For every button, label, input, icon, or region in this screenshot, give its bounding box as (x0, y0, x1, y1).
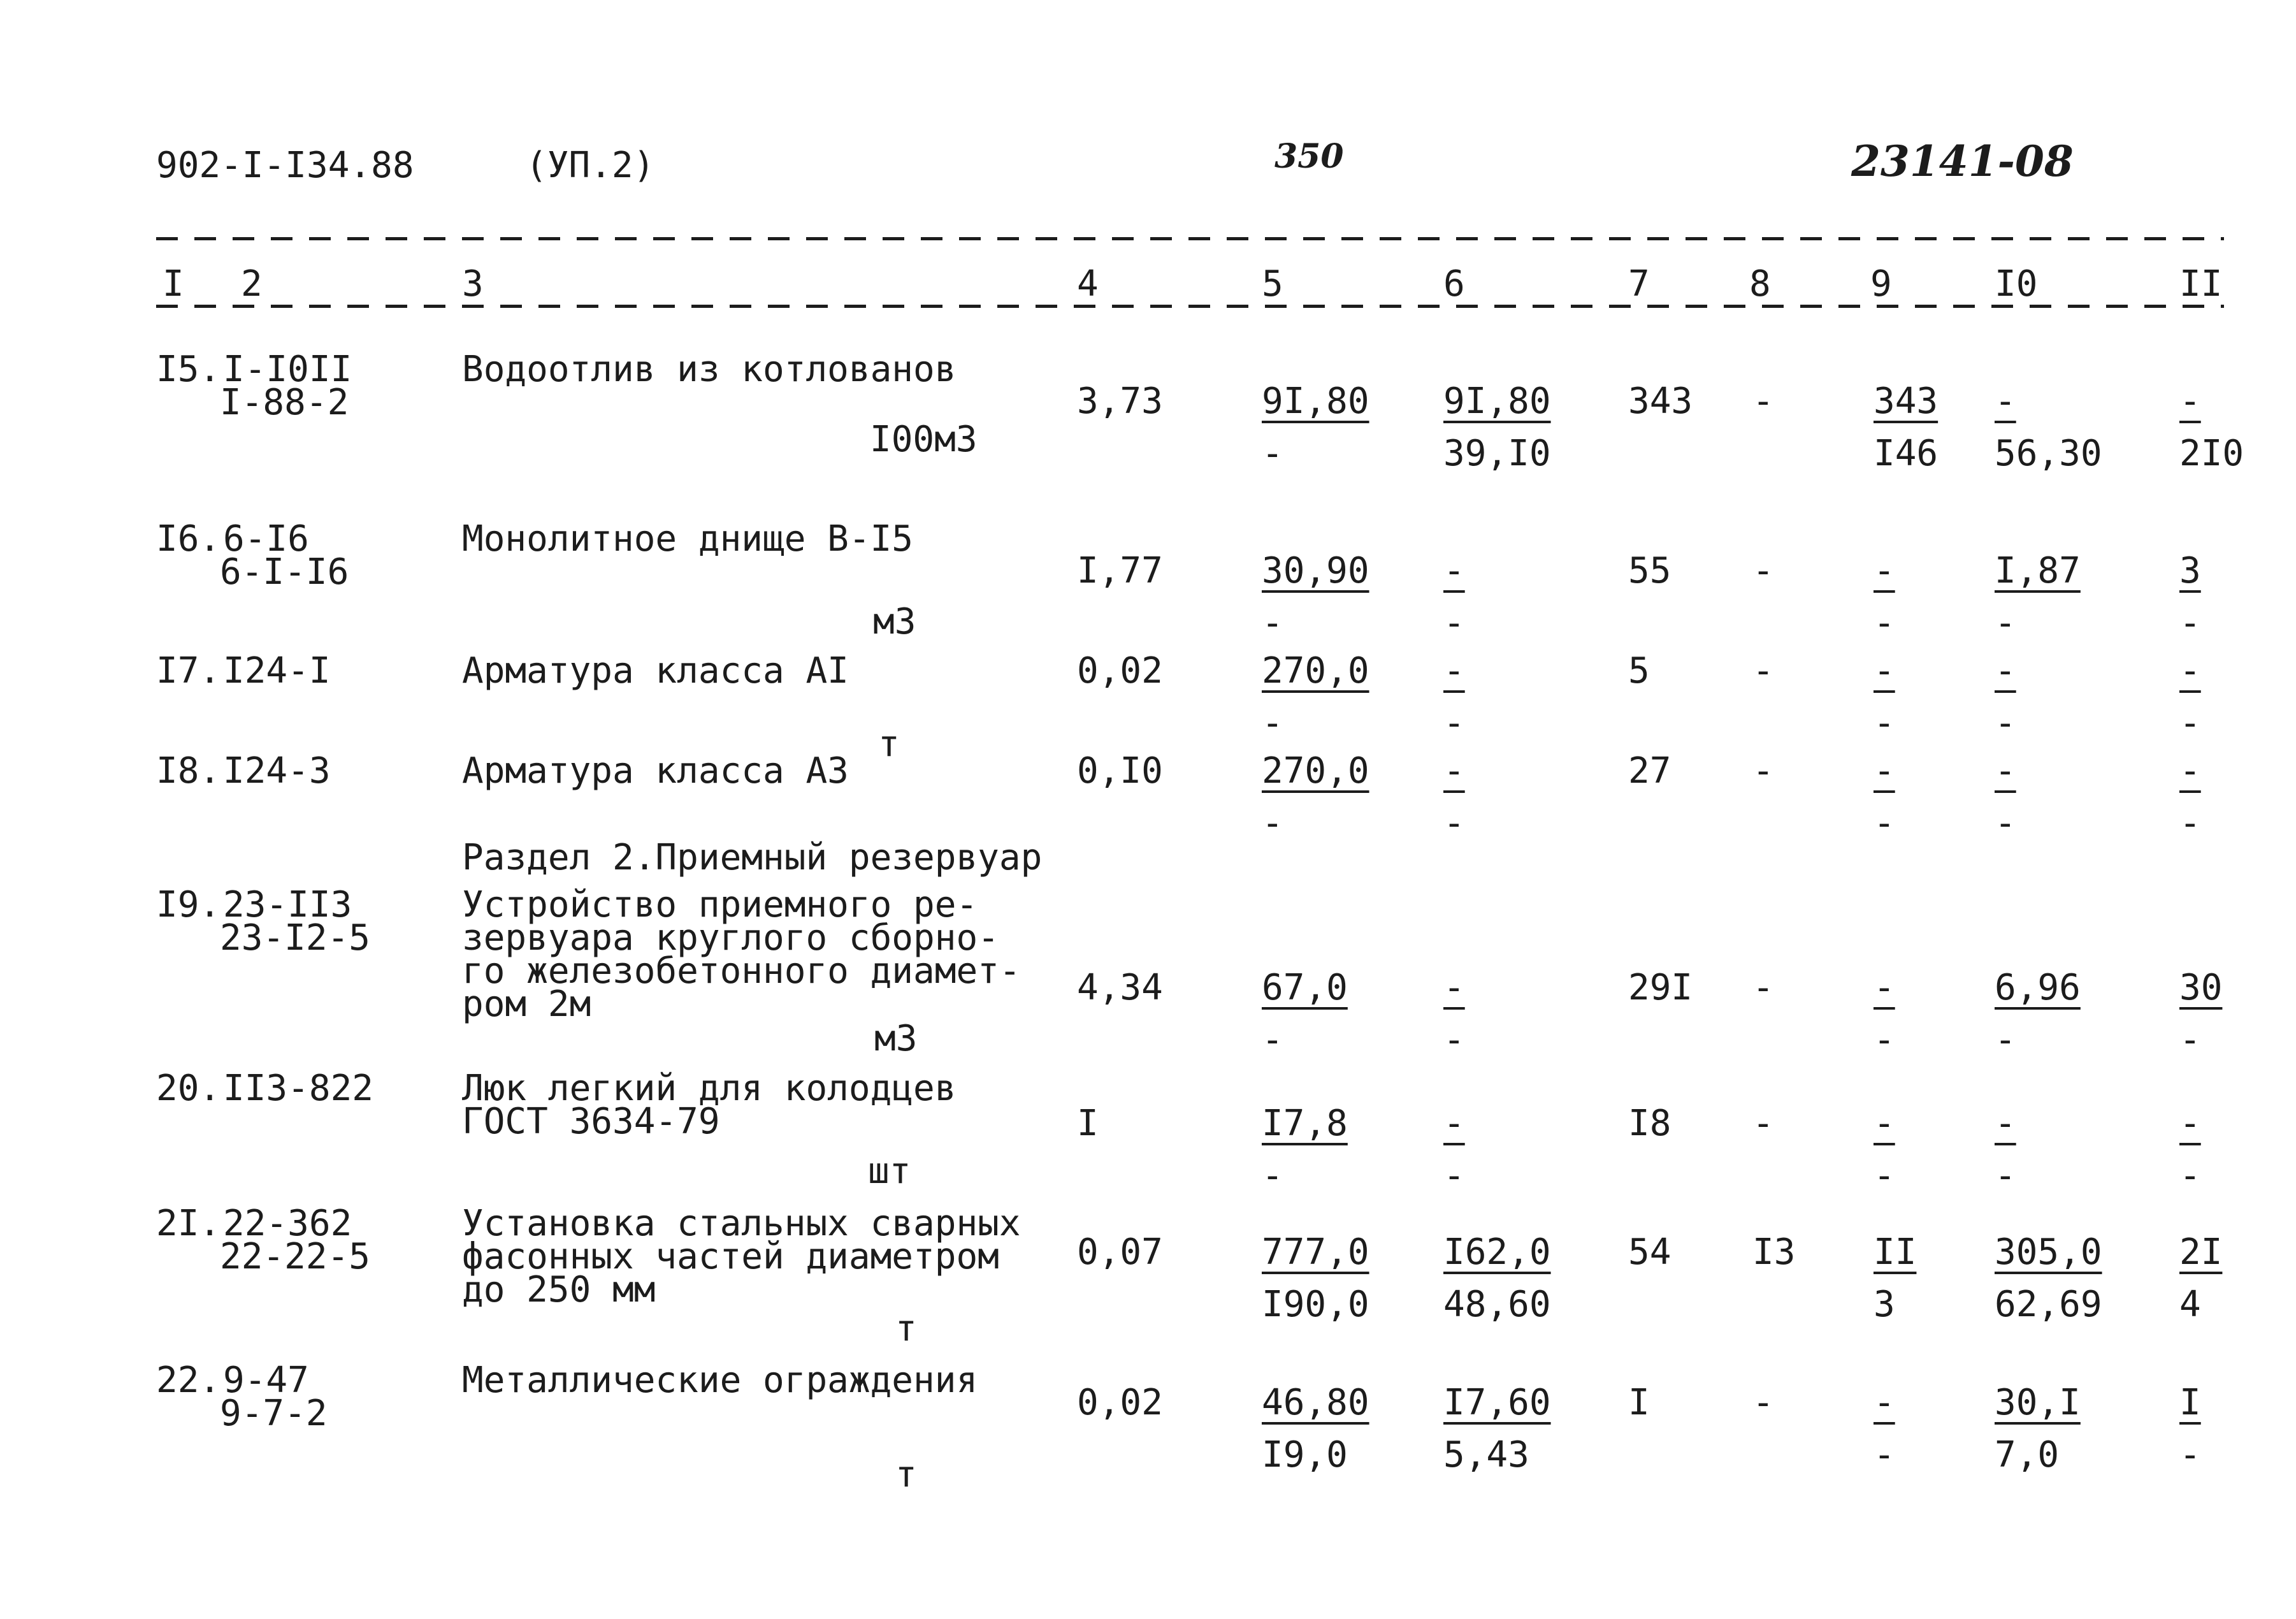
wage-cost (1443, 1103, 1478, 1196)
wage-cost (1443, 381, 1551, 474)
wage-cost-numerator: - (1443, 750, 1465, 792)
machine-cost-numerator: - (1874, 967, 1895, 1008)
unit-cost-denominator: - (1262, 602, 1283, 644)
rate-code-primary: I24-I (223, 650, 331, 692)
labor-hours (1995, 750, 2029, 844)
row-number: I9. (156, 884, 221, 926)
labor-hours-denominator: - (1995, 1019, 2016, 1061)
unit-of-measure: т (895, 1454, 917, 1495)
machine-cost (1874, 967, 1908, 1061)
machine-cost (1874, 750, 1908, 844)
row-number: I8. (156, 750, 221, 792)
labor-hours (1995, 381, 2102, 474)
machine-cost-denominator: - (1874, 602, 1895, 644)
unit-cost (1262, 750, 1369, 844)
quantity: 0,02 (1077, 1382, 1163, 1423)
machine-cost-denominator: I46 (1874, 433, 1939, 474)
quantity: 4,34 (1077, 967, 1163, 1008)
work-description-line: ГОСТ 3634-79 (462, 1101, 720, 1142)
machine-cost-denominator: - (1874, 702, 1895, 744)
rate-code-primary: I-I0II (223, 349, 352, 390)
header-rule (156, 237, 2224, 240)
work-description-line: Установка стальных сварных (462, 1203, 1021, 1244)
total-labor (2179, 650, 2214, 744)
labor-hours-numerator: - (1995, 750, 2016, 792)
total-cost: I (1628, 1382, 1650, 1423)
machine-cost-numerator: - (1874, 750, 1895, 792)
labor-hours-denominator: - (1995, 1155, 2016, 1196)
wage-cost-numerator: I62,0 (1443, 1231, 1551, 1273)
rate-code-secondary: 9-7-2 (220, 1393, 328, 1434)
machine-cost (1874, 550, 1908, 644)
total-labor-numerator: I (2179, 1382, 2201, 1423)
quantity: 0,02 (1077, 650, 1163, 692)
work-description-line: до 250 мм (462, 1269, 656, 1310)
row-number: I5. (156, 349, 221, 390)
row-number: 2I. (156, 1203, 221, 1244)
machine-cost-denominator: - (1874, 1434, 1895, 1476)
unit-cost-denominator: - (1262, 433, 1283, 474)
total-wages: - (1752, 381, 1774, 422)
row-number: 20. (156, 1068, 221, 1109)
unit-cost (1262, 1231, 1369, 1325)
column-header-11: II (2179, 263, 2223, 305)
column-header-5: 5 (1262, 263, 1283, 305)
rate-code-secondary: 23-I2-5 (220, 917, 371, 959)
work-description-line: Арматура класса АI (462, 650, 849, 692)
unit-cost-denominator: - (1262, 1019, 1283, 1061)
unit-cost-numerator: 777,0 (1262, 1231, 1369, 1273)
wage-cost-denominator: - (1443, 702, 1465, 744)
total-labor (2179, 381, 2244, 474)
work-description-line: Металлические ограждения (462, 1360, 978, 1401)
wage-cost-denominator: - (1443, 1019, 1465, 1061)
page-number: 350 (1274, 137, 1344, 176)
unit-cost (1262, 1382, 1369, 1476)
wage-cost-denominator: - (1443, 602, 1465, 644)
labor-hours-numerator: I,87 (1995, 550, 2081, 592)
labor-hours-numerator: 6,96 (1995, 967, 2081, 1008)
unit-of-measure: шт (868, 1151, 911, 1192)
total-wages: - (1752, 1103, 1774, 1144)
labor-hours-numerator: - (1995, 650, 2016, 692)
unit-cost-numerator: 270,0 (1262, 750, 1369, 792)
total-labor-denominator: - (2179, 602, 2201, 644)
work-description-line: Люк легкий для колодцев (462, 1068, 957, 1109)
quantity: 3,73 (1077, 381, 1163, 422)
total-labor-denominator: - (2179, 1434, 2201, 1476)
column-header-2: 2 (241, 263, 263, 305)
machine-cost (1874, 1231, 1917, 1325)
machine-cost-denominator: - (1874, 1019, 1895, 1061)
wage-cost-numerator: - (1443, 1103, 1465, 1144)
wage-cost (1443, 550, 1478, 644)
unit-of-measure: I00м3 (870, 419, 978, 460)
unit-cost-numerator: 30,90 (1262, 550, 1369, 592)
labor-hours-denominator: - (1995, 802, 2016, 844)
labor-hours-denominator: 62,69 (1995, 1284, 2102, 1325)
wage-cost-denominator: 39,I0 (1443, 433, 1551, 474)
labor-hours (1995, 650, 2029, 744)
wage-cost-numerator: - (1443, 550, 1465, 592)
work-description-line: фасонных частей диаметром (462, 1236, 999, 1277)
total-labor-numerator: 30 (2179, 967, 2223, 1008)
wage-cost (1443, 967, 1478, 1061)
wage-cost-numerator: - (1443, 650, 1465, 692)
column-header-8: 8 (1749, 263, 1771, 305)
total-labor (2179, 967, 2223, 1061)
total-labor-denominator: 4 (2179, 1284, 2201, 1325)
section-code: (УП.2) (526, 145, 655, 186)
wage-cost-numerator: 9I,80 (1443, 381, 1551, 422)
unit-cost (1262, 550, 1369, 644)
column-header-9: 9 (1870, 263, 1892, 305)
total-labor-numerator: - (2179, 381, 2201, 422)
total-wages: - (1752, 750, 1774, 792)
total-cost: 27 (1628, 750, 1671, 792)
wage-cost-numerator: I7,60 (1443, 1382, 1551, 1423)
labor-hours-numerator: 30,I (1995, 1382, 2081, 1423)
wage-cost-denominator: 5,43 (1443, 1434, 1529, 1476)
total-cost: 343 (1628, 381, 1693, 422)
total-labor-numerator: - (2179, 750, 2201, 792)
document-code: 902-I-I34.88 (156, 145, 414, 186)
work-description-line: Устройство приемного ре- (462, 884, 978, 926)
labor-hours-numerator: 305,0 (1995, 1231, 2102, 1273)
row-number: 22. (156, 1360, 221, 1401)
wage-cost-denominator: 48,60 (1443, 1284, 1551, 1325)
column-header-4: 4 (1077, 263, 1099, 305)
work-description-line: зервуара круглого сборно- (462, 917, 999, 959)
unit-of-measure: т (878, 723, 900, 765)
labor-hours-denominator: - (1995, 702, 2016, 744)
rate-code-secondary: 6-I-I6 (220, 551, 349, 593)
total-labor-denominator: - (2179, 702, 2201, 744)
unit-cost-numerator: I7,8 (1262, 1103, 1348, 1144)
machine-cost (1874, 1382, 1908, 1476)
labor-hours (1995, 1231, 2102, 1325)
rate-code-primary: 6-I6 (223, 518, 309, 560)
work-description-line: го железобетонного диамет- (462, 950, 1021, 992)
wage-cost (1443, 1382, 1551, 1476)
column-header-7: 7 (1628, 263, 1650, 305)
total-wages: I3 (1752, 1231, 1796, 1273)
machine-cost-numerator: II (1874, 1231, 1917, 1273)
wage-cost (1443, 750, 1478, 844)
column-header-10: I0 (1995, 263, 2038, 305)
work-description-line: Водоотлив из котлованов (462, 349, 957, 390)
rate-code-primary: II3-822 (223, 1068, 374, 1109)
total-wages: - (1752, 967, 1774, 1008)
total-cost: 55 (1628, 550, 1671, 592)
total-labor-numerator: - (2179, 650, 2201, 692)
labor-hours-denominator: 56,30 (1995, 433, 2102, 474)
total-labor (2179, 750, 2214, 844)
machine-cost (1874, 650, 1908, 744)
total-cost: 29I (1628, 967, 1693, 1008)
work-description-line: Арматура класса А3 (462, 750, 849, 792)
machine-cost-denominator: 3 (1874, 1284, 1895, 1325)
quantity: 0,I0 (1077, 750, 1163, 792)
machine-cost-denominator: - (1874, 1155, 1895, 1196)
labor-hours (1995, 1103, 2029, 1196)
row-number: I7. (156, 650, 221, 692)
labor-hours-denominator: - (1995, 602, 2016, 644)
wage-cost (1443, 1231, 1551, 1325)
machine-cost-numerator: - (1874, 1382, 1895, 1423)
section-title: Раздел 2.Приемный резервуар (462, 837, 1043, 878)
total-labor-numerator: - (2179, 1103, 2201, 1144)
column-header-rule (156, 305, 2224, 308)
unit-cost-numerator: 46,80 (1262, 1382, 1369, 1423)
total-labor (2179, 1231, 2223, 1325)
work-description-line: Монолитное днище В-I5 (462, 518, 914, 560)
machine-cost (1874, 381, 1939, 474)
machine-cost-numerator: 343 (1874, 381, 1939, 422)
quantity: 0,07 (1077, 1231, 1163, 1273)
column-header-1: I (162, 263, 184, 305)
total-labor-denominator: 2I0 (2179, 433, 2244, 474)
rate-code-primary: 23-II3 (223, 884, 352, 926)
machine-cost-numerator: - (1874, 550, 1895, 592)
unit-cost-denominator: I9,0 (1262, 1434, 1348, 1476)
unit-cost-numerator: 67,0 (1262, 967, 1348, 1008)
total-labor-denominator: - (2179, 802, 2201, 844)
row-number: I6. (156, 518, 221, 560)
labor-hours (1995, 967, 2081, 1061)
total-wages: - (1752, 650, 1774, 692)
total-labor (2179, 1382, 2201, 1476)
machine-cost-numerator: - (1874, 650, 1895, 692)
total-labor-numerator: 2I (2179, 1231, 2223, 1273)
total-labor (2179, 550, 2201, 644)
total-labor (2179, 1103, 2214, 1196)
total-labor-numerator: 3 (2179, 550, 2201, 592)
unit-cost-denominator: - (1262, 1155, 1283, 1196)
unit-cost-denominator: - (1262, 802, 1283, 844)
unit-cost (1262, 650, 1369, 744)
machine-cost-numerator: - (1874, 1103, 1895, 1144)
unit-cost (1262, 1103, 1348, 1196)
quantity: I,77 (1077, 550, 1163, 592)
machine-cost (1874, 1103, 1908, 1196)
machine-cost-denominator: - (1874, 802, 1895, 844)
unit-cost (1262, 381, 1369, 474)
unit-cost-denominator: I90,0 (1262, 1284, 1369, 1325)
total-wages: - (1752, 550, 1774, 592)
rate-code-secondary: 22-22-5 (220, 1236, 371, 1277)
column-header-6: 6 (1443, 263, 1465, 305)
rate-code-primary: I24-3 (223, 750, 331, 792)
unit-of-measure: м3 (873, 601, 916, 643)
wage-cost (1443, 650, 1478, 744)
total-wages: - (1752, 1382, 1774, 1423)
wage-cost-numerator: - (1443, 967, 1465, 1008)
unit-cost-numerator: 270,0 (1262, 650, 1369, 692)
wage-cost-denominator: - (1443, 1155, 1465, 1196)
labor-hours (1995, 1382, 2081, 1476)
unit-cost-numerator: 9I,80 (1262, 381, 1369, 422)
total-labor-denominator: - (2179, 1019, 2201, 1061)
labor-hours-numerator: - (1995, 381, 2016, 422)
unit-of-measure: м3 (874, 1018, 918, 1059)
rate-code-secondary: I-88-2 (220, 382, 349, 423)
labor-hours (1995, 550, 2081, 644)
total-cost: I8 (1628, 1103, 1671, 1144)
unit-cost (1262, 967, 1348, 1061)
wage-cost-denominator: - (1443, 802, 1465, 844)
rate-code-primary: 9-47 (223, 1360, 309, 1401)
archive-number: 23141-08 (1851, 136, 2074, 186)
total-cost: 54 (1628, 1231, 1671, 1273)
rate-code-primary: 22-362 (223, 1203, 352, 1244)
labor-hours-denominator: 7,0 (1995, 1434, 2060, 1476)
total-cost: 5 (1628, 650, 1650, 692)
work-description-line: ром 2м (462, 984, 591, 1025)
unit-of-measure: т (895, 1308, 917, 1349)
labor-hours-numerator: - (1995, 1103, 2016, 1144)
column-header-3: 3 (462, 263, 484, 305)
quantity: I (1077, 1103, 1099, 1144)
unit-cost-denominator: - (1262, 702, 1283, 744)
total-labor-denominator: - (2179, 1155, 2201, 1196)
